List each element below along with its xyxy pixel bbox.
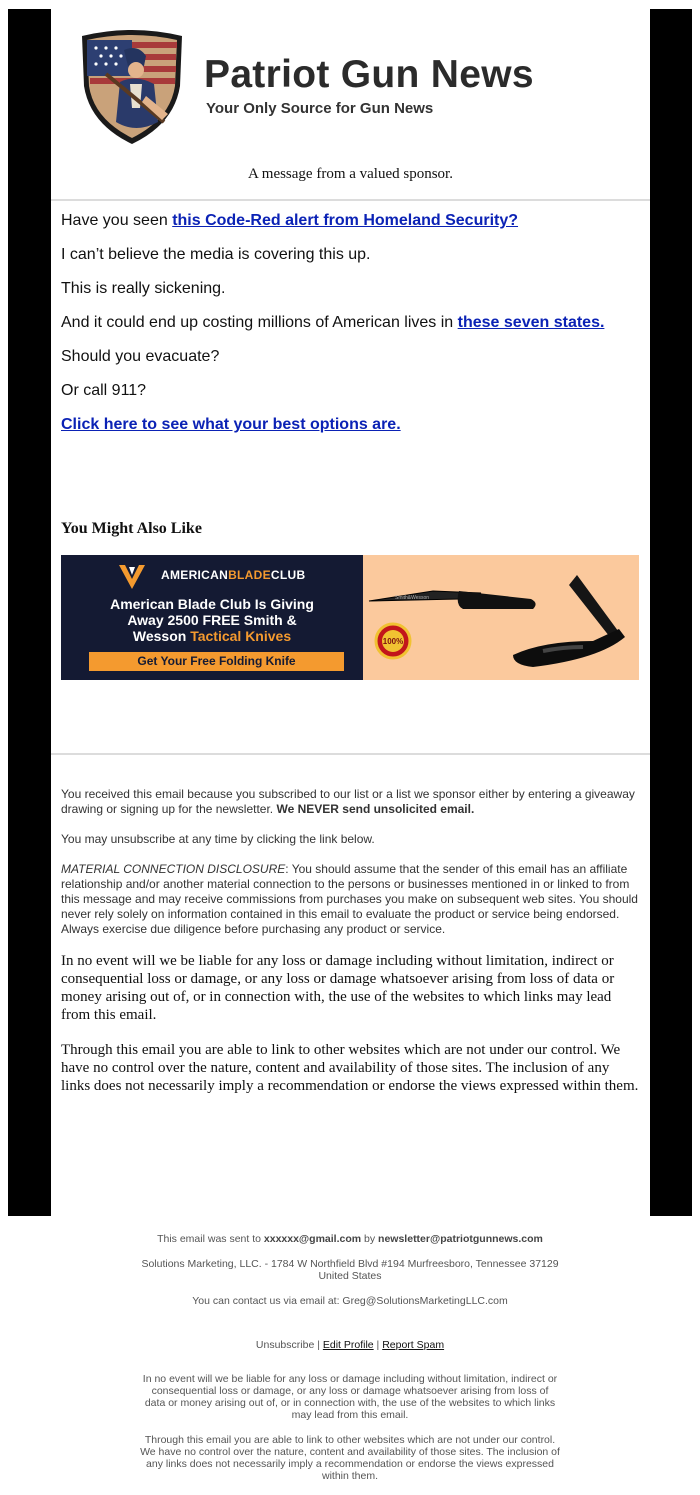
external-links-disclaimer: Through this email you are able to link to other websites which are not under our control. We have no control over the nature, content and availability of those sites. The inclusion of any links does not necessarily imply a recommendation or endorse the views expressed within them. — [61, 1042, 639, 1094]
banner-right-panel — [363, 555, 639, 680]
message-line: Should you evacuate? — [61, 348, 220, 365]
footer-disclaimer-1: In no event will we be liable for any loss or damage including without limitation, indirect or consequential loss or damage, or any loss or damage whatsoever arising from loss of data or money arising out of, or in connection with, the use of the websites to which links may lead from this email. — [142, 1373, 558, 1421]
divider — [51, 753, 650, 755]
blade-club-brand: AMERICANBLADECLUB — [161, 568, 306, 582]
blade-club-logo-icon — [117, 563, 147, 591]
message-line: And it could end up costing millions of American lives in these seven states. — [61, 314, 605, 331]
legal-section — [61, 787, 639, 1112]
email-header — [51, 9, 650, 199]
material-disclosure: MATERIAL CONNECTION DISCLOSURE: You should assume that the sender of this email has an affiliate relationship and/or another material connection to the persons or businesses mentioned in or linked to from this message and may receive commissions from purchases you make on subsequent web sites. You should never rely solely on information contained in this email to evaluate the product or service being endorsed. Always exercise due diligence before purchasing any product or service. — [61, 862, 638, 936]
sponsor-note: A message from a valued sponsor. — [248, 166, 453, 182]
sender-address: Solutions Marketing, LLC. - 1784 W Northfield Blvd #194 Murfreesboro, Tennessee 37129 United States — [141, 1258, 559, 1282]
contact-line: You can contact us via email at: Greg@SolutionsMarketingLLC.com — [192, 1295, 508, 1307]
message-line: Or call 911? — [61, 382, 147, 399]
message-line: This is really sickening. — [61, 280, 226, 297]
best-options-link[interactable]: Click here to see what your best options are. — [61, 416, 401, 433]
brand-title: Patriot Gun News — [204, 53, 534, 96]
also-like-heading: You Might Also Like — [61, 520, 202, 537]
unsubscribe-link[interactable]: Unsubscribe — [255, 1339, 315, 1351]
footer-disclaimer-2: Through this email you are able to link to other websites which are not under our control. We have no control over the nature, content and availability of those sites. The inclusion of any links does not necessarily imply a recommendation or endorse the views expressed within them. — [140, 1434, 560, 1482]
message-line: I can’t believe the media is covering this up. — [61, 246, 371, 263]
edit-profile-link[interactable]: Edit Profile — [322, 1339, 374, 1351]
svg-text:100%: 100% — [382, 637, 404, 646]
footer-links: Unsubscribe | Edit Profile | Report Spam — [255, 1339, 445, 1351]
message-line: Have you seen this Code-Red alert from Homeland Security? — [61, 212, 519, 229]
svg-text:Smith&Wesson: Smith&Wesson — [395, 595, 430, 601]
report-spam-link[interactable]: Report Spam — [382, 1339, 445, 1351]
message-line — [61, 415, 640, 434]
message-body — [51, 201, 650, 434]
banner-headline: American Blade Club Is Giving Away 2500 FREE Smith & Wesson Tactical Knives — [110, 596, 314, 644]
code-red-alert-link[interactable]: this Code-Red alert from Homeland Security? — [172, 212, 519, 229]
guarantee-seal-icon — [376, 624, 410, 658]
brand-tagline: Your Only Source for Gun News — [206, 100, 434, 117]
email-body — [51, 9, 650, 1216]
subscription-notice: You received this email because you subscribed to our list or a list we sponsor either by entering a giveaway drawing or signing up for the newsletter. We NEVER send unsolicited email. — [61, 787, 635, 816]
seven-states-link[interactable]: these seven states. — [457, 314, 605, 331]
email-footer — [140, 1233, 560, 1495]
banner-left-panel — [61, 555, 363, 680]
blade-club-ad-banner[interactable] — [61, 555, 639, 680]
free-knife-button[interactable]: Get Your Free Folding Knife — [89, 652, 344, 671]
folding-knives-image — [363, 555, 639, 680]
sent-to-line: This email was sent to xxxxxx@gmail.com by newsletter@patriotgunnews.com — [157, 1233, 543, 1245]
liability-disclaimer: In no event will we be liable for any loss or damage including without limitation, indirect or consequential loss or damage, or any loss or damage whatsoever arising from loss of data or money arising out of, or in connection with, the use of the websites to which links may lead from this email. — [61, 953, 615, 1023]
patriot-shield-icon — [76, 26, 188, 146]
unsubscribe-notice: You may unsubscribe at any time by clicking the link below. — [61, 832, 375, 846]
